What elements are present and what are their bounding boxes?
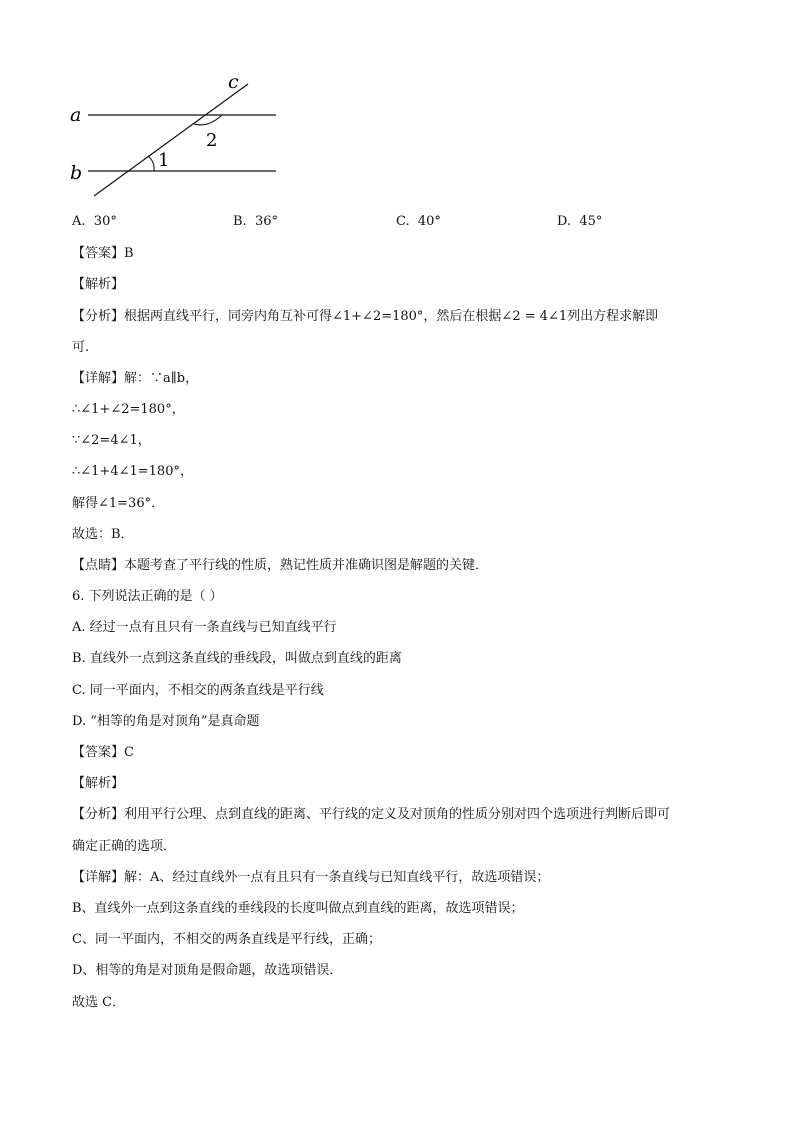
q6-analysis-line-2: 确定正确的选项． (72, 839, 177, 854)
q6-answer: 【答案】C (72, 745, 134, 760)
q6-detail-b: B、直线外一点到这条直线的垂线段的长度叫做点到直线的距离，故选项错误； (72, 901, 524, 916)
q6-stem: 6. 下列说法正确的是（ ） (72, 589, 223, 604)
label-a: a (70, 104, 82, 126)
q5-detail-heading: 【详解】解：∵a∥b， (72, 371, 199, 386)
q6-option-c: C. 同一平面内，不相交的两条直线是平行线 (72, 683, 324, 698)
q5-option-d-key: D. (557, 214, 572, 229)
q5-jiexi-heading: 【解析】 (72, 277, 125, 292)
q5-option-d (557, 213, 602, 231)
q5-option-c-key: C. (396, 214, 410, 229)
q5-option-a-value: 30° (93, 214, 117, 229)
q5-step-4: 解得∠1=36°． (72, 496, 165, 511)
q5-option-b-key: B. (233, 214, 247, 229)
angle-2-label: 2 (206, 130, 218, 151)
label-c: c (228, 71, 239, 93)
q6-analysis-line-1: 【分析】利用平行公理、点到直线的距离、平行线的定义及对顶角的性质分别对四个选项进行判断后即可 (72, 807, 671, 822)
q5-option-b (233, 213, 278, 231)
q5-step-3: ∴∠1+4∠1=180°， (72, 464, 193, 479)
parallel-lines-figure (64, 66, 294, 206)
q6-jiexi-heading: 【解析】 (72, 776, 125, 791)
label-b: b (70, 162, 83, 184)
q5-analysis-line-1: 【分析】根据两直线平行，同旁内角互补可得∠1+∠2=180°，然后在根据∠2 = 4∠1列出方程求解即 (72, 309, 659, 324)
q6-detail-d: D、相等的角是对顶角是假命题，故选项错误． (72, 963, 343, 978)
angle-1-label: 1 (158, 150, 170, 171)
q5-choose: 故选：B． (72, 527, 134, 542)
q5-answer: 【答案】B (72, 246, 134, 261)
q5-analysis-line-2: 可. (72, 340, 90, 355)
q5-dianjing: 【点睛】本题考查了平行线的性质，熟记性质并准确识图是解题的关键． (72, 558, 489, 573)
q5-step-2: ∵∠2=4∠1， (72, 433, 151, 448)
q6-detail-c: C、同一平面内，不相交的两条直线是平行线，正确； (72, 932, 381, 947)
figure-svg (64, 66, 294, 206)
q6-choose: 故选 C． (72, 995, 126, 1010)
q6-option-a: A. 经过一点有且只有一条直线与已知直线平行 (72, 620, 337, 635)
q5-option-a-key: A. (72, 214, 86, 229)
q5-step-1: ∴∠1+∠2=180°， (72, 402, 185, 417)
angle-1-arc (148, 156, 154, 171)
q5-option-b-value: 36° (254, 214, 278, 229)
q5-option-a (72, 213, 117, 231)
q6-option-d: D. “相等的角是对顶角”是真命题 (72, 714, 260, 729)
q5-option-c (396, 213, 441, 231)
line-c (94, 84, 248, 196)
q6-detail-heading: 【详解】解：A、经过直线外一点有且只有一条直线与已知直线平行，故选项错误； (72, 870, 550, 885)
q5-option-c-value: 40° (417, 214, 441, 229)
q6-option-b: B. 直线外一点到这条直线的垂线段，叫做点到直线的距离 (72, 651, 402, 666)
q5-option-d-value: 45° (579, 214, 603, 229)
